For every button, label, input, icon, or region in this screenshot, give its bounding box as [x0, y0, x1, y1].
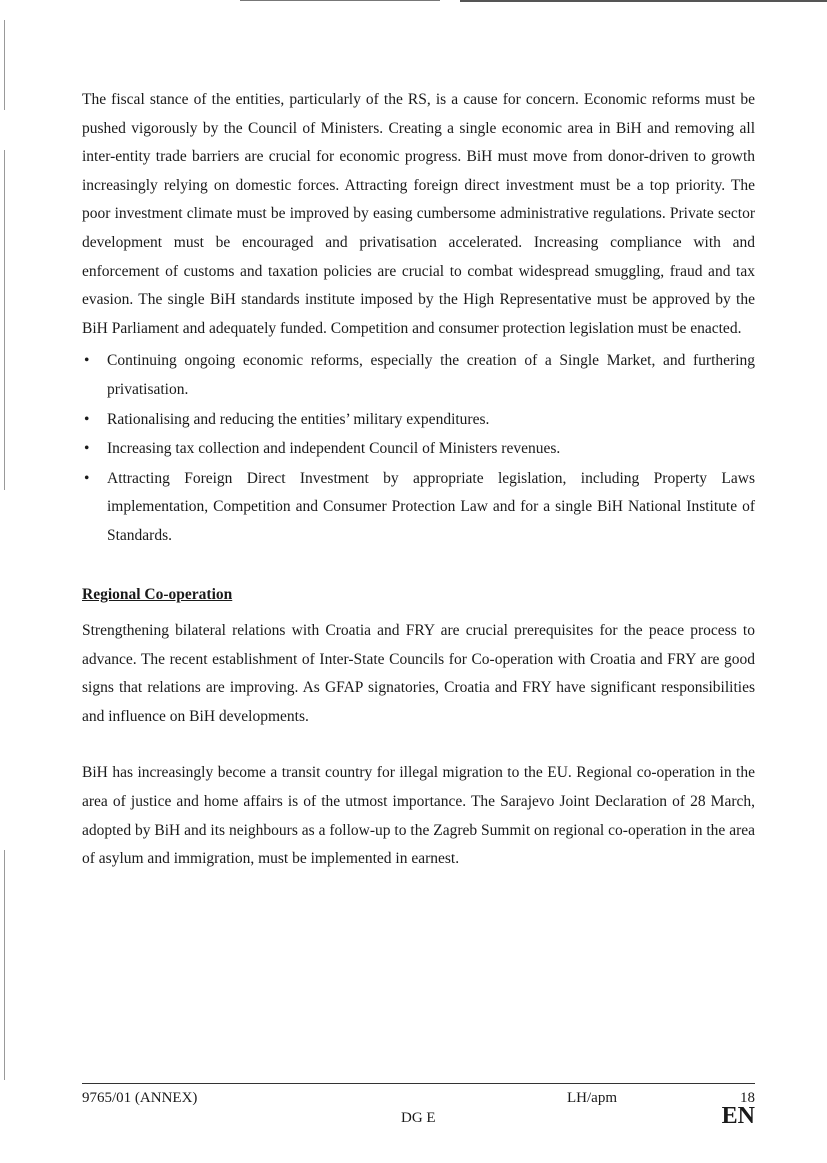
bullet-icon: • [84, 469, 90, 487]
paragraph-bilateral-relations: Strengthening bilateral relations with Croatia and FRY are crucial prerequisites for the peace process to advance. The recent establishment of Inter-State Councils for Co-operation with Croatia and FRY are good signs that relations are improving. As GFAP signatories, Croatia and FRY have significant responsibilities and influence on BiH developments. [82, 622, 755, 725]
list-item [82, 406, 755, 435]
list-item [82, 347, 755, 404]
list-item-text: Increasing tax collection and independent Council of Ministers revenues. [107, 440, 561, 458]
scan-top-rule-right [460, 0, 827, 2]
scan-top-rule-left [240, 0, 440, 1]
list-item [82, 465, 755, 551]
bullet-list [82, 347, 755, 550]
footer-page-number: 18 [740, 1090, 755, 1106]
scan-left-edge-mark [4, 20, 5, 110]
document-body [82, 86, 755, 874]
section-heading-regional-cooperation: Regional Co-operation [82, 585, 233, 603]
bullet-icon: • [84, 410, 90, 428]
bullet-icon: • [84, 352, 90, 370]
list-item-text: Rationalising and reducing the entities’ military expenditures. [107, 410, 490, 428]
paragraph-fiscal-stance: The fiscal stance of the entities, particularly of the RS, is a cause for concern. Economic reforms must be pushed vigorously by the Council of Ministers. Creating a single economic area in BiH and removing all inter-entity trade barriers are crucial for economic progress. BiH must move from donor-driven to growth increasingly relying on domestic forces. Attracting foreign direct investment must be a top priority. The poor investment climate must be improved by easing cumbersome administrative regulations. Private sector development must be encouraged and privatisation accelerated. Increasing compliance with and enforcement of customs and taxation policies are crucial to combat widespread smuggling, fraud and tax evasion. The single BiH standards institute imposed by the High Representative must be approved by the BiH Parliament and adequately funded. Competition and consumer protection legislation must be enacted. [82, 91, 755, 337]
footer-document-reference: 9765/01 (ANNEX) [82, 1090, 198, 1106]
paragraph-spacer [82, 731, 755, 759]
bullet-icon: • [84, 440, 90, 458]
list-item-text: Attracting Foreign Direct Investment by appropriate legislation, including Property Laws implementation, Competition and Consumer Protection Law and for a single BiH National Institute of Standards. [107, 469, 755, 544]
scan-left-edge-mark [4, 850, 5, 1080]
footer-language-code: EN [721, 1103, 755, 1129]
scan-left-edge-mark [4, 150, 5, 490]
footer-directorate: DG E [401, 1110, 436, 1126]
footer-initials: LH/apm [567, 1090, 617, 1106]
list-item-text: Continuing ongoing economic reforms, especially the creation of a Single Market, and furthering privatisation. [107, 352, 755, 398]
paragraph-transit-migration: BiH has increasingly become a transit country for illegal migration to the EU. Regional co-operation in the area of justice and home affairs is of the utmost importance. The Sarajevo Joint Declaration of 28 March, adopted by BiH and its neighbours as a follow-up to the Zagreb Summit on regional co-operation in the area of asylum and immigration, must be implemented in earnest. [82, 764, 755, 868]
list-item [82, 435, 755, 464]
footer-divider [82, 1083, 755, 1084]
